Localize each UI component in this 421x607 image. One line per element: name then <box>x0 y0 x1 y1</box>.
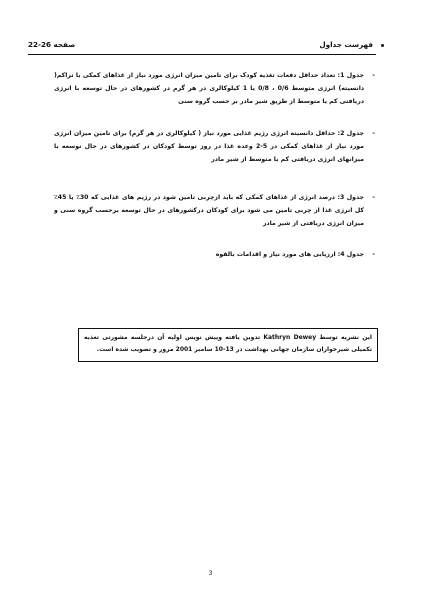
list-item-text: جدول 1: تعداد حداقل دفعات تغذیه کودک برای تامین میزان انرژی مورد نیاز از غذاهای کمکی با تراکم( دانسیته) انرژی متوسط 0/6 ، 0/8 یا 1 کیلوکالری در هر گرم در کشورهای در حال توسعه با انرژی دریافتی کم یا متوسط از طریق شیر مادر بر حسب گروه سنی <box>54 72 364 106</box>
header-divider <box>28 54 376 55</box>
list-item-text: جدول 4: ارزیابی های مورد نیاز و اقدامات بالقوه <box>215 251 364 258</box>
publication-note-box <box>78 328 378 362</box>
publication-note-text: این نشریه توسط Kathryn Dewey تدوین یافته وپیش نویس اولیه آن درجلسه مشورتی تغذیه تکمیلی شیرخواران سازمان جهانی بهداشت در 13-10 سامبر 2001 مرور و تصویب شده است. <box>84 334 372 354</box>
table-list-item <box>54 248 375 261</box>
list-marker: - <box>372 251 375 258</box>
list-item-text: جدول 2: حداقل دانسیته انرژی رژیم غذایی مورد نیاز ( کیلوکالری در هر گرم) برای تامین میزان انرژی مورد نیاز از غذاهای کمکی در 5-2 وعده غذا در روز توسط کودکان در کشورهای در حال توسعه با میزانهای انرژی دریافتی کم یا متوسط از شیر مادر <box>54 130 364 164</box>
list-marker: - <box>372 130 375 137</box>
page-number: 3 <box>208 570 213 577</box>
list-marker: - <box>372 72 375 79</box>
bullet-icon <box>381 44 384 47</box>
table-list-item <box>54 191 375 231</box>
list-marker: - <box>372 194 375 201</box>
page-header <box>28 40 373 52</box>
list-item-text: جدول 3: درصد انرژی از غذاهای کمکی که باید ازچربی تامین شود در رژیم های غذایی که 30٪ یا 45٪ کل انرژی غذا از چربی تامین می شود برای کودکان درکشورهای در حال توسعه برحسب گروه سنی و میزان انرژی دریافتی از شیر مادر <box>54 194 365 228</box>
header-page-range: صفحه 26-22 <box>28 40 76 49</box>
table-list-item <box>54 69 375 109</box>
table-list-item <box>54 127 375 167</box>
header-title: فهرست جداول <box>319 40 373 49</box>
